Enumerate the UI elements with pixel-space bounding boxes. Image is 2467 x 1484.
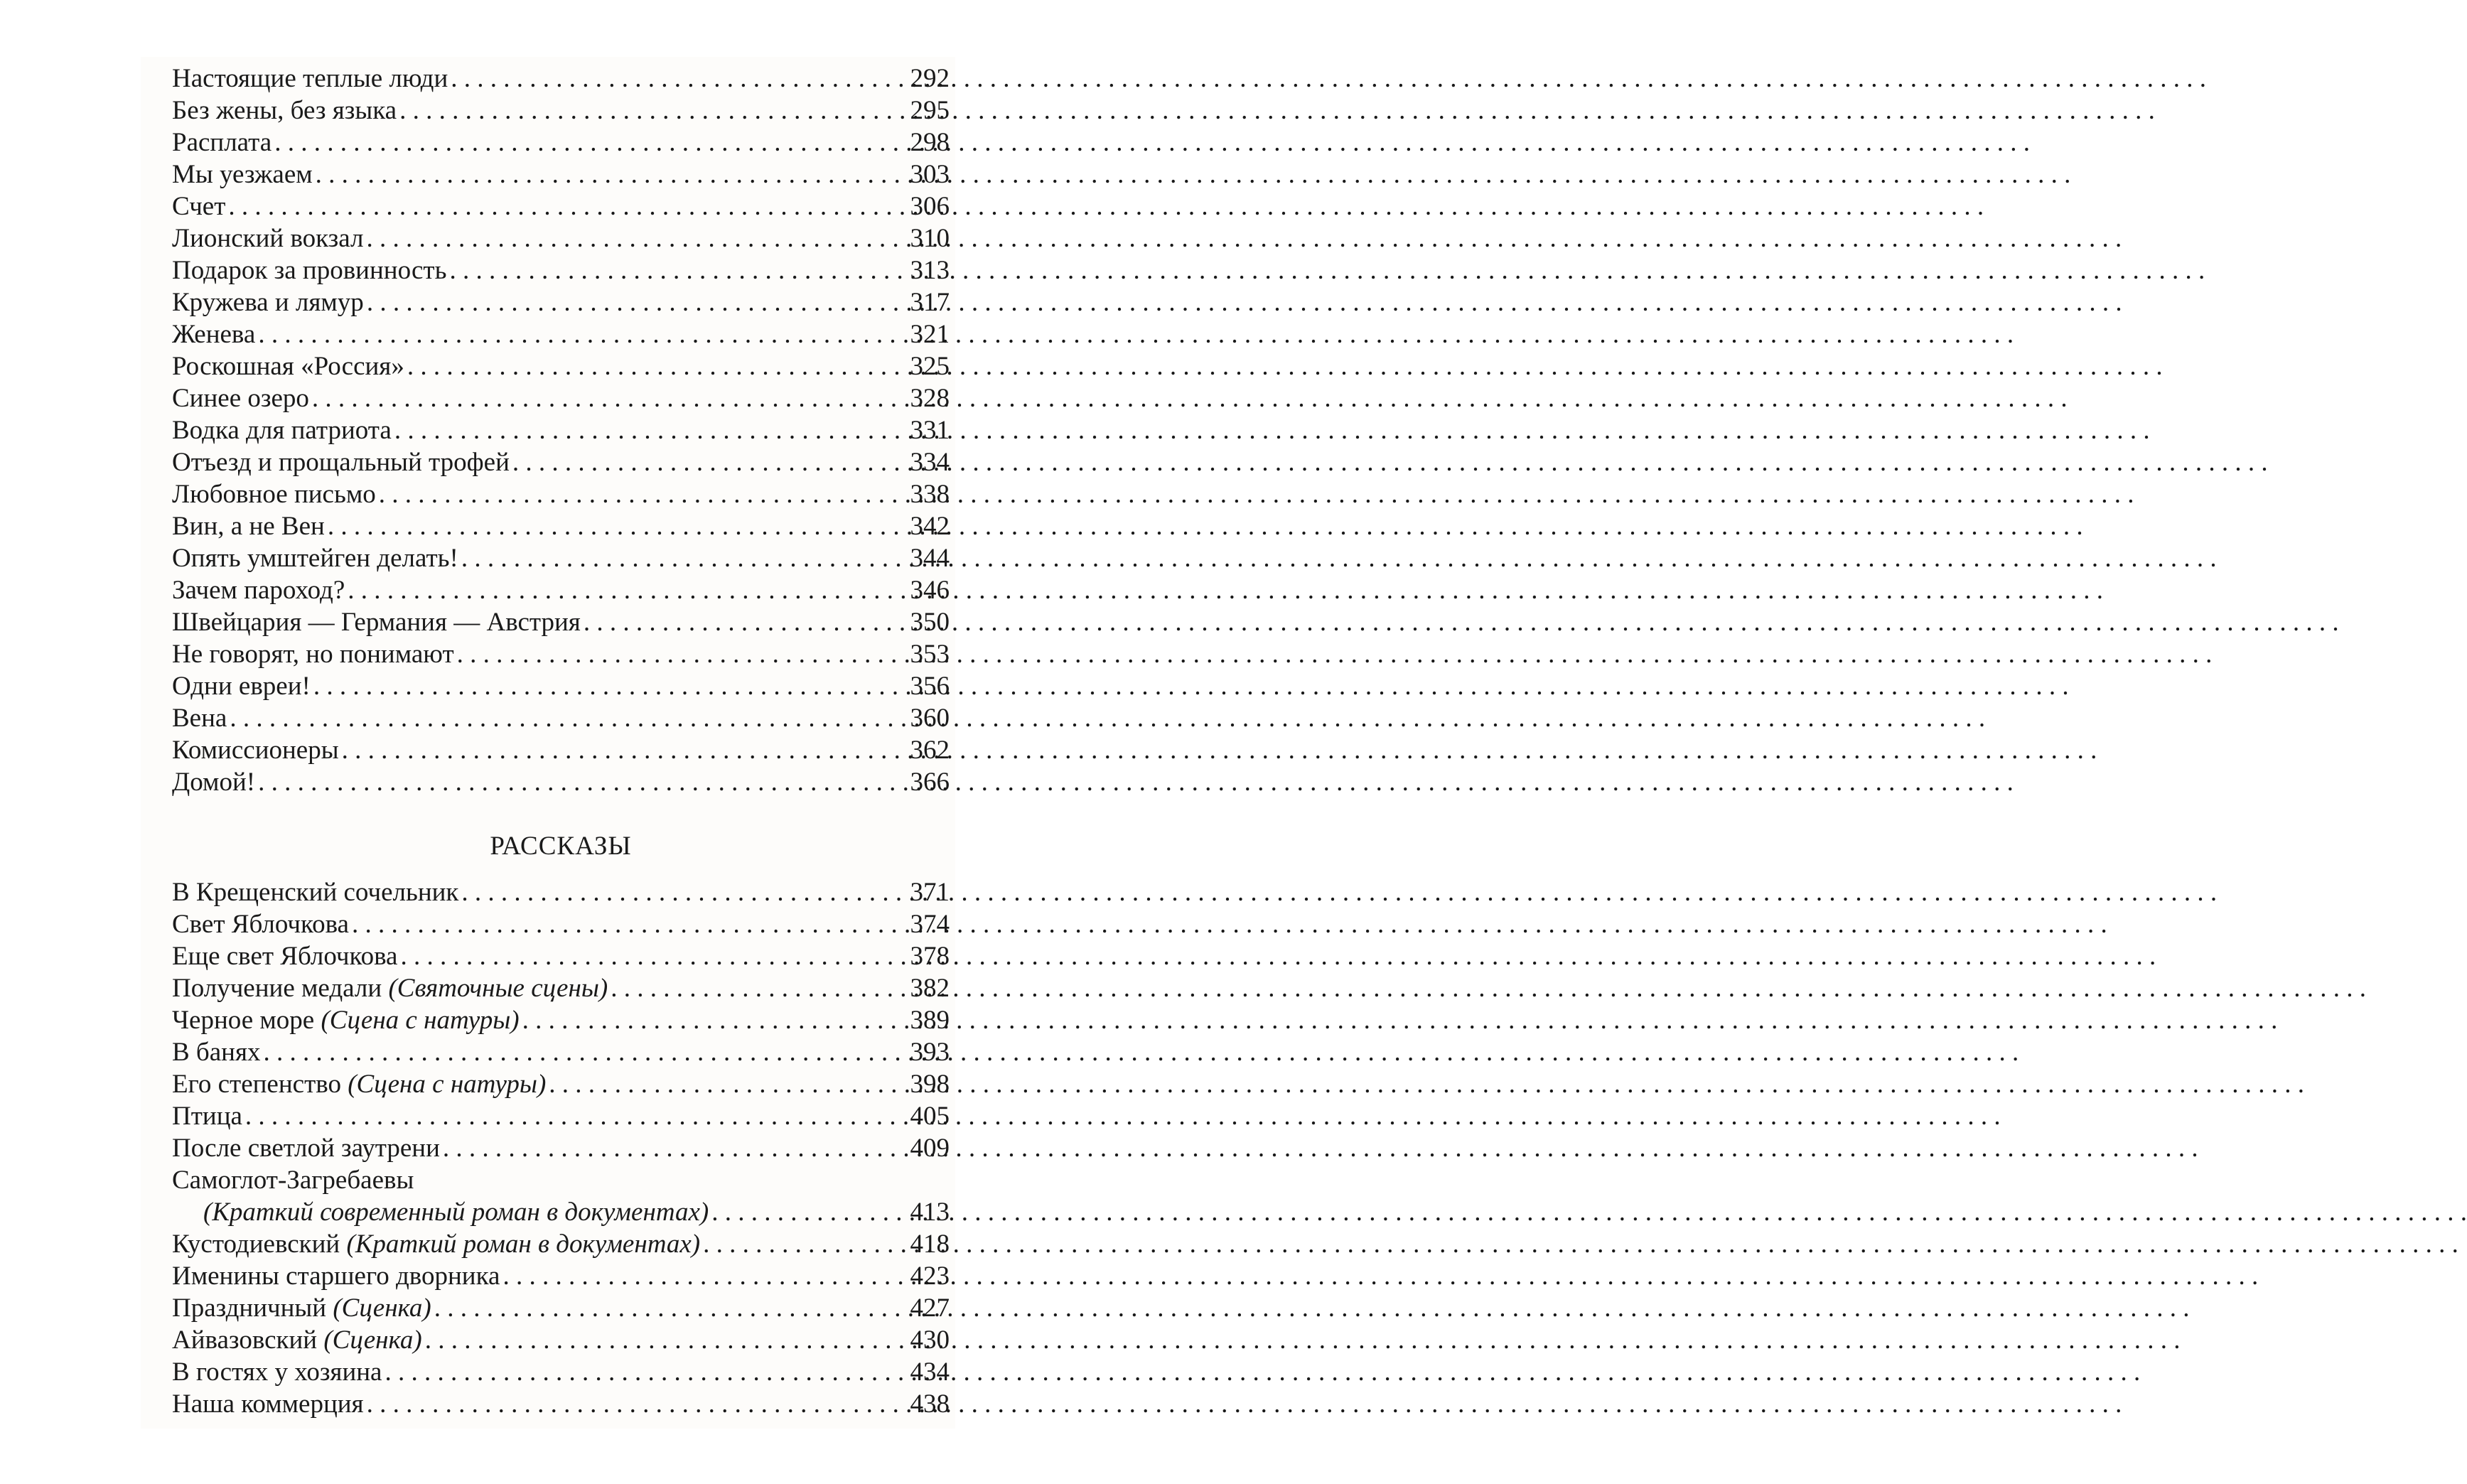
toc-entry-title-text: Комиссионеры — [172, 736, 339, 765]
toc-entry — [172, 1324, 950, 1356]
toc-entry — [172, 972, 950, 1004]
toc-entry-subtitle: (Сценка) — [323, 1326, 422, 1355]
toc-entry — [172, 1196, 950, 1228]
toc-entry-title — [172, 414, 392, 446]
toc-entry-title — [172, 95, 397, 127]
toc-entry-page-number: 389 — [910, 1006, 950, 1035]
toc-entry-title — [172, 510, 325, 542]
toc-entry-title — [172, 1164, 414, 1196]
toc-entry-title — [172, 766, 255, 798]
dot-leader — [448, 63, 900, 95]
toc-entry-title-text: Мы уезжаем — [172, 160, 313, 189]
toc-entry — [172, 876, 950, 908]
toc-entry — [172, 1260, 950, 1292]
toc-entry-title — [172, 1068, 546, 1100]
dot-leader — [225, 190, 900, 222]
dot-leader — [458, 542, 900, 574]
toc-entry-page-number: 434 — [910, 1357, 950, 1387]
toc-entry-title-text: Именины старшего дворника — [172, 1262, 500, 1291]
toc-entry-page-number: 427 — [910, 1294, 950, 1323]
toc-entry-title-text: Черное море — [172, 1006, 321, 1035]
dot-leader — [458, 876, 900, 908]
toc-entry-title — [172, 1388, 364, 1420]
toc-entry-title — [172, 127, 272, 158]
toc-entry-subtitle: (Сцена с натуры) — [321, 1006, 520, 1035]
toc-entry-title-text: Праздничный — [172, 1294, 333, 1323]
toc-entry-title-text: Синее озеро — [172, 384, 309, 413]
toc-entry-page-number: 342 — [910, 512, 950, 541]
toc-entry — [172, 766, 950, 798]
toc-entry — [172, 478, 950, 510]
toc-entry-subtitle: (Краткий роман в документах) — [346, 1230, 701, 1259]
dot-leader — [581, 606, 900, 638]
dot-leader — [339, 734, 900, 766]
toc-entry — [172, 222, 950, 254]
toc-entry-title — [172, 940, 397, 972]
toc-entry-title — [172, 734, 339, 766]
toc-entry-page-number: 413 — [910, 1198, 950, 1227]
toc-entry-title — [172, 638, 454, 670]
toc-entry — [172, 1164, 950, 1196]
toc-entry-title-text: В Крещенский сочельник — [172, 878, 459, 907]
toc-entry-title-text: В гостях у хозяина — [172, 1357, 382, 1387]
dot-leader — [709, 1196, 900, 1228]
toc-entry-subtitle: (Святочные сцены) — [388, 974, 608, 1003]
toc-entry — [172, 318, 950, 350]
toc-entry-title-text: Зачем пароход? — [172, 576, 345, 605]
dot-leader — [510, 446, 900, 478]
toc-entry-page-number: 409 — [910, 1134, 950, 1163]
toc-entry-title — [172, 1036, 261, 1068]
dot-leader — [261, 1036, 901, 1068]
toc-entry-title — [172, 702, 227, 734]
toc-entry-title — [172, 574, 345, 606]
toc-entry-title-text: Подарок за провинность — [172, 256, 447, 285]
toc-entry-subtitle: (Сценка) — [333, 1294, 431, 1323]
toc-entry — [172, 254, 950, 286]
toc-entry — [172, 350, 950, 382]
toc-entry-page-number: 393 — [910, 1038, 950, 1067]
toc-entry-title — [172, 1292, 431, 1324]
toc-entry-title — [172, 1004, 520, 1036]
toc-entry-page-number: 438 — [910, 1389, 950, 1419]
toc-entry-page-number: 313 — [910, 256, 950, 285]
dot-leader — [440, 1132, 900, 1164]
toc-entry-title-text: Одни евреи! — [172, 672, 311, 701]
toc-entry-title — [172, 254, 446, 286]
toc-entry-title — [172, 158, 313, 190]
toc-entry-page-number: 430 — [910, 1326, 950, 1355]
toc-entry-title-text: Айвазовский — [172, 1326, 324, 1355]
toc-entry-title-text: Получение медали — [172, 974, 389, 1003]
dot-leader — [364, 1388, 900, 1420]
dot-leader — [349, 908, 900, 940]
toc-entry-title-text: Без жены, без языка — [172, 96, 397, 125]
toc-entry-page-number: 295 — [910, 96, 950, 125]
toc-entry-title — [172, 1260, 500, 1292]
toc-entry — [172, 158, 950, 190]
dot-leader — [454, 638, 900, 670]
toc-entry-title-text: Самоглот-Загребаевы — [172, 1166, 414, 1195]
toc-list-travel-chapters — [172, 63, 950, 798]
dot-leader — [309, 382, 900, 414]
dot-leader — [325, 510, 900, 542]
toc-entry — [172, 1356, 950, 1388]
toc-entry-title-text: Вена — [172, 704, 227, 733]
toc-entry-title — [172, 286, 364, 318]
toc-entry — [172, 1292, 950, 1324]
toc-entry — [172, 446, 950, 478]
dot-leader — [397, 940, 900, 972]
dot-leader — [546, 1068, 900, 1100]
toc-entry-page-number: 371 — [910, 878, 950, 907]
toc-entry-title-text: Водка для патриота — [172, 416, 392, 445]
toc-entry — [172, 1132, 950, 1164]
toc-entry-page-number: 292 — [910, 64, 950, 93]
toc-entry-page-number: 360 — [910, 704, 950, 733]
toc-entry — [172, 940, 950, 972]
toc-entry — [172, 702, 950, 734]
toc-entry-title-text: Свет Яблочкова — [172, 910, 349, 939]
toc-entry-title — [172, 222, 363, 254]
toc-entry-title — [172, 478, 376, 510]
toc-entry-page-number: 298 — [910, 128, 950, 157]
toc-entry-title-text: Кружева и лямур — [172, 288, 364, 317]
toc-entry-title-text: Лионский вокзал — [172, 224, 364, 253]
toc-entry — [172, 95, 950, 127]
toc-entry-title — [172, 382, 309, 414]
toc-entry-page-number: 423 — [910, 1262, 950, 1291]
toc-entry-title-text: Его степенство — [172, 1070, 348, 1099]
dot-leader — [313, 158, 900, 190]
toc-entry-page-number: 362 — [910, 736, 950, 765]
dot-leader — [500, 1260, 900, 1292]
toc-entry-page-number: 321 — [910, 320, 950, 349]
toc-entry-title-text: Любовное письмо — [172, 480, 376, 509]
dot-leader — [422, 1324, 900, 1356]
toc-entry-title-text: Опять умштейген делать! — [172, 544, 458, 573]
toc-entry — [172, 190, 950, 222]
dot-leader — [255, 766, 900, 798]
section-heading-stories: РАССКАЗЫ — [490, 832, 632, 861]
toc-entry-title-text: Швейцария — Германия — Австрия — [172, 608, 581, 637]
dot-leader — [608, 972, 900, 1004]
toc-entry-title — [172, 190, 225, 222]
toc-entry-page-number: 306 — [910, 192, 950, 221]
toc-entry-title-text: Наша коммерция — [172, 1389, 364, 1419]
toc-entry-page-number: 378 — [910, 942, 950, 971]
dot-leader — [255, 318, 900, 350]
toc-entry-title — [172, 1132, 440, 1164]
toc-entry-title — [172, 350, 404, 382]
toc-entry — [172, 908, 950, 940]
toc-entry-title-text: Вин, а не Вен — [172, 512, 325, 541]
dot-leader — [227, 702, 900, 734]
toc-entry-title-text: Женева — [172, 320, 256, 349]
toc-entry — [172, 127, 950, 158]
toc-entry-title-text: Птица — [172, 1102, 242, 1131]
toc-entry-title — [172, 972, 608, 1004]
toc-entry-page-number: 344 — [910, 544, 950, 573]
toc-entry-page-number: 366 — [910, 768, 950, 797]
dot-leader — [397, 95, 900, 127]
toc-entry — [172, 670, 950, 702]
toc-entry-page-number: 310 — [910, 224, 950, 253]
toc-entry-page-number: 382 — [910, 974, 950, 1003]
toc-entry — [172, 286, 950, 318]
dot-leader — [311, 670, 900, 702]
toc-entry — [172, 1388, 950, 1420]
toc-entry-title-text: Еще свет Яблочкова — [172, 942, 398, 971]
toc-entry-title — [172, 63, 448, 95]
dot-leader — [272, 127, 900, 158]
toc-entry — [172, 574, 950, 606]
toc-entry-page-number: 350 — [910, 608, 950, 637]
toc-entry-title-text: После светлой заутрени — [172, 1134, 440, 1163]
toc-entry-page-number: 328 — [910, 384, 950, 413]
toc-entry-title-text: Расплата — [172, 128, 272, 157]
toc-entry-page-number: 353 — [910, 640, 950, 669]
toc-entry-title — [172, 606, 581, 638]
toc-entry-title — [172, 876, 458, 908]
toc-entry — [172, 1004, 950, 1036]
toc-entry-title — [172, 1356, 382, 1388]
toc-list-stories — [172, 876, 950, 1420]
toc-entry-title-text: Роскошная «Россия» — [172, 352, 404, 381]
toc-entry-title — [172, 1228, 700, 1260]
toc-entry-page-number: 325 — [910, 352, 950, 381]
toc-entry-subtitle: (Краткий современный роман в документах) — [203, 1198, 709, 1227]
toc-entry — [172, 542, 950, 574]
dot-leader — [520, 1004, 900, 1036]
toc-entry-title-text: Настоящие теплые люди — [172, 64, 448, 93]
toc-entry-page-number: 303 — [910, 160, 950, 189]
toc-entry-page-number: 418 — [910, 1230, 950, 1259]
toc-entry-page-number: 317 — [910, 288, 950, 317]
toc-entry-page-number: 374 — [910, 910, 950, 939]
toc-entry-title-text: В банях — [172, 1038, 261, 1067]
toc-entry — [172, 63, 950, 95]
dot-leader — [404, 350, 900, 382]
toc-entry-page-number: 331 — [910, 416, 950, 445]
toc-entry — [172, 1036, 950, 1068]
toc-entry-page-number: 398 — [910, 1070, 950, 1099]
toc-entry — [172, 510, 950, 542]
dot-leader — [242, 1100, 900, 1132]
toc-entry — [172, 1228, 950, 1260]
toc-entry — [172, 638, 950, 670]
toc-entry — [172, 382, 950, 414]
toc-entry — [172, 1068, 950, 1100]
toc-entry-page-number: 356 — [910, 672, 950, 701]
toc-entry-title — [172, 318, 255, 350]
dot-leader — [364, 286, 900, 318]
toc-entry-title-text: Счет — [172, 192, 226, 221]
toc-entry-subtitle: (Сцена с натуры) — [348, 1070, 547, 1099]
toc-entry — [172, 414, 950, 446]
toc-entry-title-text: Не говорят, но понимают — [172, 640, 454, 669]
toc-entry-title-text: Отъезд и прощальный трофей — [172, 448, 510, 477]
toc-entry-title-text: Домой! — [172, 768, 256, 797]
toc-entry-title — [172, 908, 349, 940]
dot-leader — [345, 574, 900, 606]
toc-entry-title — [172, 670, 311, 702]
toc-entry-page-number: 334 — [910, 448, 950, 477]
dot-leader — [376, 478, 900, 510]
toc-entry — [172, 606, 950, 638]
toc-entry-page-number: 346 — [910, 576, 950, 605]
toc-entry-title — [172, 1324, 422, 1356]
dot-leader — [382, 1356, 900, 1388]
toc-entry-title — [172, 1100, 242, 1132]
toc-entry-title — [172, 446, 510, 478]
toc-entry-title — [172, 542, 458, 574]
dot-leader — [700, 1228, 900, 1260]
dot-leader — [392, 414, 900, 446]
toc-entry-title — [172, 1196, 709, 1228]
dot-leader — [363, 222, 900, 254]
toc-entry-title-text: Кустодиевский — [172, 1230, 347, 1259]
toc-entry-page-number: 405 — [910, 1102, 950, 1131]
dot-leader — [446, 254, 900, 286]
toc-entry — [172, 1100, 950, 1132]
toc-entry — [172, 734, 950, 766]
toc-entry-page-number: 338 — [910, 480, 950, 509]
dot-leader — [431, 1292, 900, 1324]
